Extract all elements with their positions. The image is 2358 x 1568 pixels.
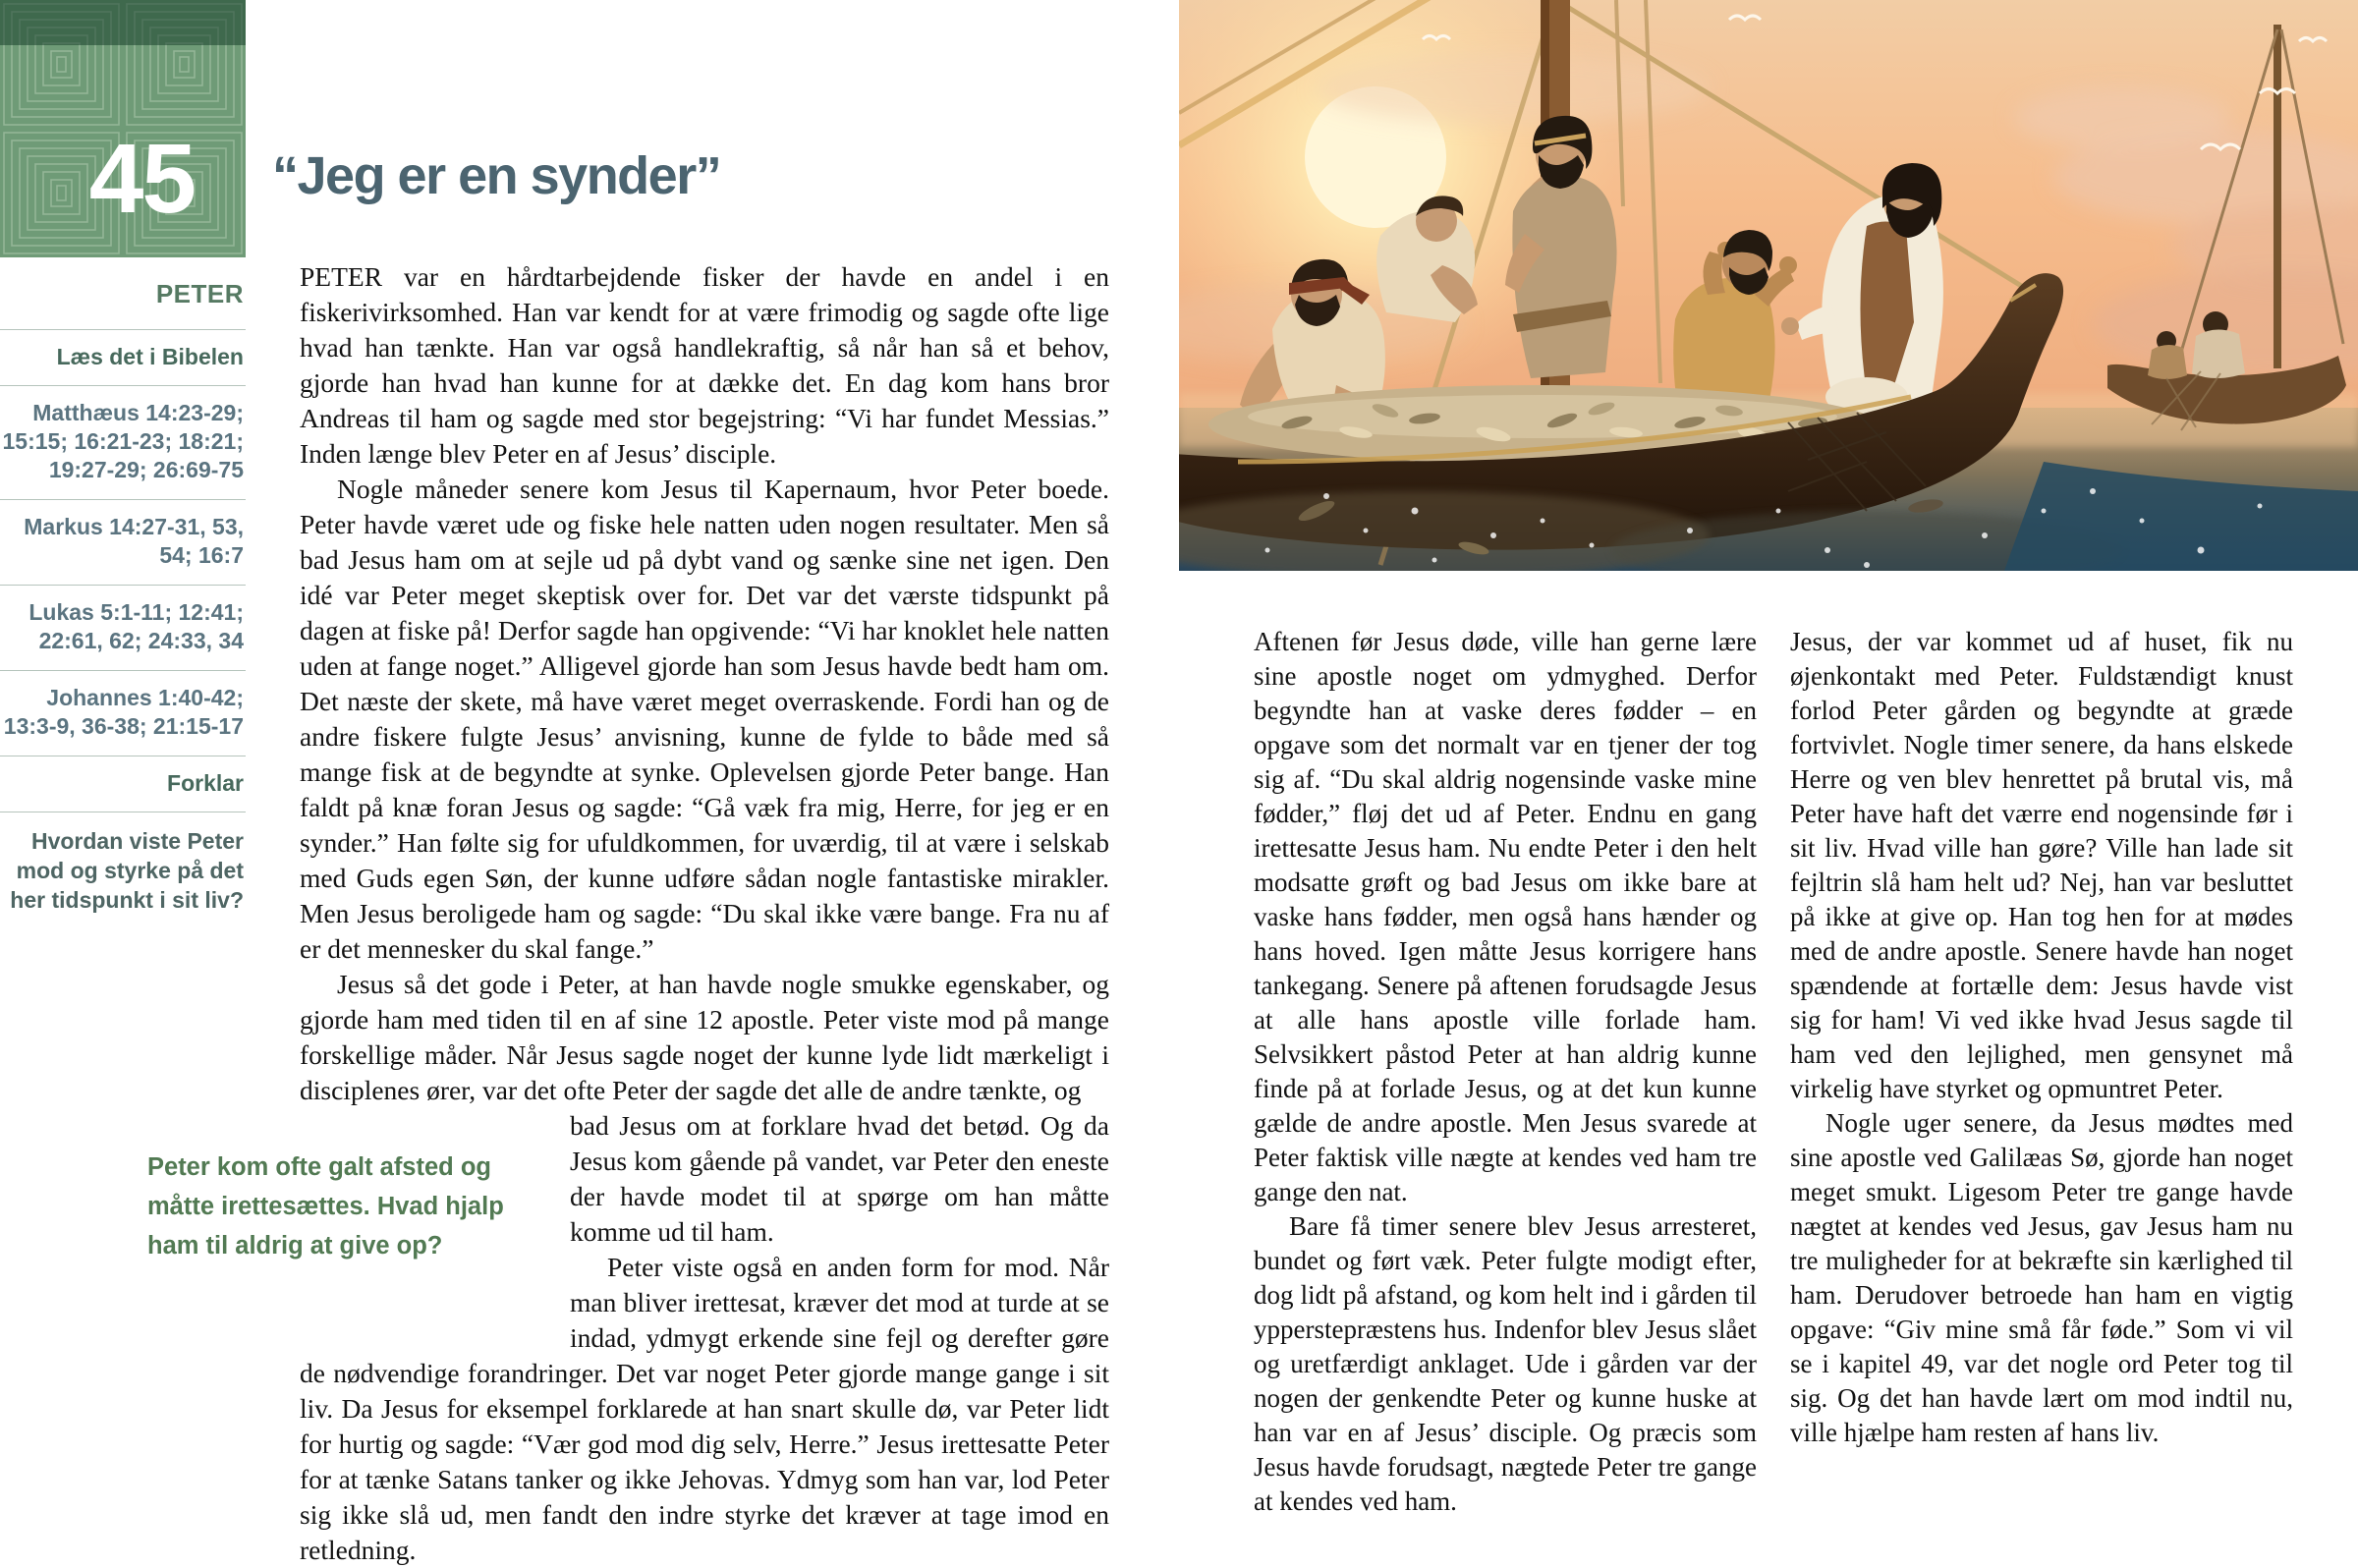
paragraph-text: Aftenen før Jesus døde, ville han gerne lære sine apostle noget om ydmyghed. Derfor begyndte han at vaske deres fødder – en opgave som det normalt var en tjener der tog sig af. “Du skal aldrig nogensinde vaske mine fødder,” fløj det ud af Peter. Endnu en gang irettesatte Jesus ham. Nu endte Peter i den helt modsatte grøft og bad Jesus om ikke bare at vaske hans fødder, men også hans hænder og hans hoved. Igen måtte Jesus korrigere hans tankegang. Senere på aftenen forudsagde Jesus at alle hans apostle ville forlade ham. Selvsikkert påstod Peter at han aldrig kunne finde på at forlade Jesus, og at det kun kunne gælde de andre apostle. Men Jesus svarede at Peter faktisk ville nægte at kendes ved ham tre gange den nat. — [1254, 627, 1757, 1206]
text-column-right — [1790, 625, 2293, 1450]
paragraph-text: Jesus så det gode i Peter, at han havde nogle smukke egenskaber, og gjorde ham med tiden til en af sine 12 apostle. Peter viste mod på mange forskellige måder. Når Jesus sagde noget der kunne lyde lidt mærkeligt i disciplenes ører, var det ofte Peter der sagde det alle de andre tænkte, og — [300, 969, 1109, 1105]
text-column-left — [1254, 625, 1757, 1519]
chapter-number: 45 — [88, 124, 195, 234]
paragraph — [1790, 625, 2293, 1106]
scripture-reference: Markus 14:27-31, 53, 54; 16:7 — [0, 499, 246, 585]
paragraph-text: Nogle uger senere, da Jesus mødtes med sine apostle ved Galilæas Sø, gjorde han noget meget smukt. Ligesom Peter tre gange havde nægtet at kendes ved Jesus, gav Jesus ham nu tre muligheder for at bekræfte sin kærlighed til ham. Derudover betroede han ham en vigtig opgave: “Giv mine små får føde.” Som vi vil se i kapitel 49, var det nogle ord Peter tog til sig. Og det han havde lært om mod indtil nu, ville hjælpe ham resten af hans liv. — [1790, 1108, 2293, 1447]
paragraph — [300, 259, 1109, 472]
paragraph — [300, 967, 1109, 1108]
study-question: Hvordan viste Peter mod og styrke på det her tidspunkt i sit liv? — [0, 812, 246, 930]
paragraph-text: Jesus, der var kommet ud af huset, fik nu øjenkontakt med Peter. Fuldstændigt knust forlod Peter gården og begyndte at græde fortvivlet. Nogle timer senere, da hans elskede Herre og ven blev henrettet på brutal vis, må Peter have haft det værre end nogensinde før i sit liv. Hvad ville han gøre? Ville han lade sit fejltrin slå ham helt ud? Nej, han var besluttet på ikke at give op. Han tog hen for at mødes med de andre apostle. Senere havde han noget spændende at fortælle dem: Jesus havde vist sig for ham! Vi ved ikke hvad Jesus sagde til ham ved den lejlighed, men gensynet må virkelig have styrket og opmuntret Peter. — [1790, 627, 2293, 1103]
sidebar-study-info — [0, 257, 246, 930]
scripture-reference: Matthæus 14:23-29; 15:15; 16:21-23; 18:21; 19:27-29; 26:69-75 — [0, 385, 246, 499]
paragraph-text: Nogle måneder senere kom Jesus til Kapernaum, hvor Peter boede. Peter havde været ude og fiske hele natten uden nogen resultater. Men så bad Jesus ham om at sejle ud på dybt vand og sænke sine net igen. Den idé var Peter meget skeptisk over for. Det var det værste tidspunkt på dagen at fiske på! Derfor sagde han opgivende: “Vi har knoklet hele natten uden at fange noget.” Alligevel gjorde han som Jesus havde bedt ham om. Det næste der skete, må have været meget overraskende. Fordi han og de andre fiskere fulgte Jesus’ anvisning, kunne de fylde to både med så mange fisk at de begyndte at synke. Oplevelsen gjorde Peter bange. Han faldt på knæ foran Jesus og sagde: “Gå væk fra mig, Herre, for jeg er en synder.” Han følte sig for ufuldkommen, for uværdig, til at være i selskab med Guds egen Søn, der kunne udføre sådan nogle fantastiske mirakler. Men Jesus beroligede ham og sagde: “Du skal ikke være bange. Fra nu af er det mennesker du skal fange.” — [300, 474, 1109, 964]
page-title: “Jeg er en synder” — [272, 146, 721, 205]
scripture-reference: Johannes 1:40-42; 13:3-9, 36-38; 21:15-17 — [0, 670, 246, 756]
paragraph — [1254, 1209, 1757, 1519]
read-in-bible-label: Læs det i Bibelen — [0, 329, 246, 385]
paragraph-text: bad Jesus om at forklare hvad det betød. Og da Jesus kom gående på vandet, var Peter den eneste der havde modet til at spørge om han måtte komme ud til ham. — [570, 1110, 1109, 1247]
paragraph — [1790, 1106, 2293, 1450]
illustration-boat-scene — [1179, 0, 2358, 571]
paragraph-text: PETER var en hårdtarbejdende fisker der havde en andel i en fiskerivirksomhed. Han var kendt for at være frimodig og sagde ofte lige hvad han tænkte. Han var også handlekraftig, så når han så et behov, gjorde han hvad han kunne for at dække det. En dag kom hans bror Andreas til ham og sagde med stor begejstring: “Vi har fundet Messias.” Inden længe blev Peter en af Jesus’ disciple. — [300, 261, 1109, 469]
book-title-label: PETER — [155, 279, 244, 308]
paragraph-text: Bare få timer senere blev Jesus arresteret, bundet og ført væk. Peter fulgte modigt efter, dog lidt på afstand, og kom helt ind i gården til ypperstepræstens hus. Indenfor blev Jesus slået og uretfærdigt anklaget. Ude i gården var der nogen der genkendte Peter og kunne huske at han var en af Jesus’ disciple. Og præcis som Jesus havde forudsagt, nægtede Peter tre gange at kendes ved ham. — [1254, 1211, 1757, 1516]
paragraph — [300, 472, 1109, 967]
pull-quote: Peter kom ofte galt afsted og måtte irettesættes. Hvad hjalp ham til aldrig at give op? — [147, 1153, 504, 1260]
chapter-badge — [0, 0, 246, 257]
scripture-reference: Lukas 5:1-11; 12:41; 22:61, 62; 24:33, 34 — [0, 585, 246, 670]
illustration-canvas — [1179, 0, 2358, 571]
explain-label: Forklar — [0, 756, 246, 812]
paragraph — [1254, 625, 1757, 1209]
paragraph-text: Peter viste også en anden form for mod. Når man bliver irettesat, kræver det mod at turde at se indad, ydmygt erkende sine fejl og derefter gøre de nødvendige forandringer. Det var noget Peter gjorde mange gange i sit liv. Da Jesus for eksempel forklarede at han snart skulle dø, var Peter lidt for hurtig og sagde: “Vær god mod dig selv, Herre.” Jesus irettesatte Peter for at tænke Satans tanker og ikke Jehovas. Ydmyg som han var, lod Peter sig ikke slå ud, men fandt den indre styrke det kræver at tage imod en retledning. — [300, 1252, 1109, 1565]
